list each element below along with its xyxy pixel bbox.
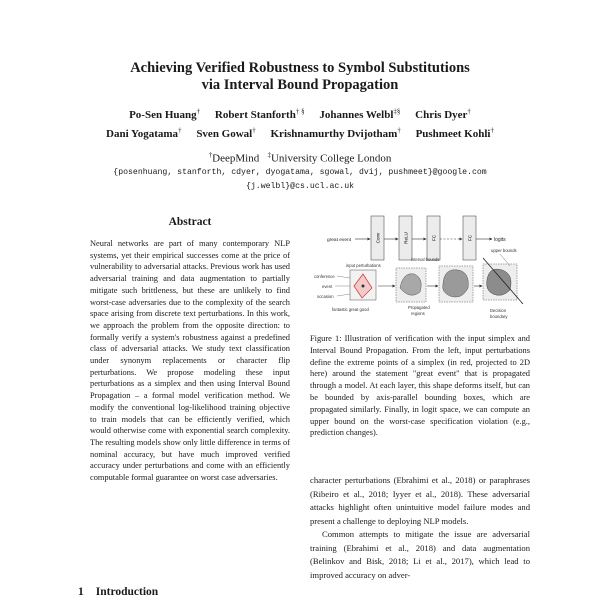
input-point	[362, 285, 365, 288]
layer-label-fc2: FC	[467, 234, 473, 242]
figure-1-diagram	[310, 208, 530, 332]
figure-1-caption	[310, 333, 530, 439]
caption-text: Figure 1: Illustration of verification with the input simplex and Interval Bound Propagation. From the left, input perturbations define the extreme points of a simplex (in red, projected to 2D here) around the statement "great event" that is propagated through a model. At each layer, this shape deforms itself, but can be bounded by axis-parallel bounding boxes, which are propagated similarly. Finally, in logit space, we can compute an upper bound on the worst-case specification violation (e.g., prediction changes).	[310, 334, 530, 438]
label-input-perturbations: input perturbations	[346, 263, 381, 268]
author: Robert Stanforth† §	[214, 107, 305, 121]
section-heading-introduction	[78, 586, 158, 598]
paper-title	[0, 60, 600, 94]
author-row-2	[0, 123, 600, 143]
body-paragraph: Common attempts to mitigate the issue are adversarial training (Ebrahimi et al., 2018) and data augmentation (Belinkov and Bisk, 2018; Li et al., 2017), which lead to improved accuracy on adver-	[310, 529, 530, 580]
abstract-body	[90, 238, 290, 484]
label-propagated-1: Propagated	[408, 305, 430, 310]
body-paragraph: character perturbations (Ebrahimi et al., 2018) or paraphrases (Ribeiro et al., 2018; Iyyer et al., 2018). These adversarial attacks highlight often unintuitive model failure modes and present a challenge to deploying NLP models.	[310, 475, 530, 526]
body-text-right	[310, 474, 530, 582]
layer-label-relu: ReLU	[403, 232, 409, 244]
label-propagated-2: regions	[411, 311, 425, 316]
figure-input-label: great event	[327, 238, 352, 243]
label-interval-bounds: interval bounds	[411, 257, 440, 262]
title-line-2: via Interval Bound Propagation	[201, 77, 399, 93]
word-connector	[337, 294, 350, 296]
author: Sven Gowal†	[196, 126, 256, 141]
author: Po-Sen Huang†	[129, 107, 201, 121]
affiliation-deepmind: DeepMind	[212, 152, 260, 165]
label-decision-1: Decision	[490, 308, 507, 313]
label-upper-bounds: upper bounds	[491, 248, 517, 253]
label-word-occasion: occasion	[317, 294, 334, 299]
email-line-2: {j.welbl}@cs.ucl.ac.uk	[245, 182, 355, 191]
label-bottom-input: fantastic great good	[332, 307, 369, 312]
author: Pushmeet Kohli†	[415, 126, 494, 141]
word-connector	[337, 276, 350, 278]
email-line-1: {posenhuang, stanforth, cdyer, dyogatama, sgowal, dvij, pushmeet}@google.com	[113, 168, 487, 177]
section-title: Introduction	[95, 586, 159, 598]
label-word-conference: conference	[314, 274, 335, 279]
affiliation-ucl: University College London	[270, 152, 392, 165]
section-number: 1	[78, 586, 84, 598]
author-list	[0, 103, 600, 142]
author: Dani Yogatama†	[106, 126, 182, 141]
propagated-region-2	[443, 270, 469, 297]
author-row-1	[0, 103, 600, 123]
figure-output-label: logits	[494, 237, 506, 243]
logit-region	[487, 269, 511, 295]
abstract-heading: Abstract	[168, 216, 212, 228]
label-word-event: event	[322, 284, 333, 289]
email-block	[0, 166, 600, 194]
layer-label-conv: Conv	[375, 232, 381, 244]
title-line-1: Achieving Verified Robustness to Symbol Substitutions	[130, 60, 470, 76]
label-decision-2: boundary	[490, 314, 508, 319]
affiliations: †DeepMind ‡University College London	[208, 151, 392, 165]
author: Krishnamurthy Dvijotham†	[270, 126, 401, 141]
author: Chris Dyer†	[415, 107, 471, 121]
author: Johannes Welbl‡§	[319, 107, 401, 121]
abstract-text: Neural networks are part of many contemporary NLP systems, yet their empirical successes come at the price of vulnerability to adversarial attacks. Previous work has used adversarial training and data augmentation to partially mitigate such brittleness, but these are unlikely to find worst-case adversaries due to the complexity of the search space arising from discrete text perturbations. In this work, we approach the problem from the opposite direction: to formally verify a system's robustness against a predefined class of adversarial attacks. We study text classification under synonym replacements or character flip perturbations. We propose modeling these input perturbations as a simplex and then using Interval Bound Propagation – a formal model verification method. We modify the conventional log-likelihood training objective to train models that can be efficiently verified, which would otherwise come with exponential search complexity. The resulting models show only little difference in terms of nominal accuracy, but have much improved verified accuracy under perturbations and come with an efficiently computable formal guarantee on worst case adversaries.	[90, 239, 290, 483]
layer-label-fc1: FC	[431, 234, 437, 242]
figure-1	[310, 208, 530, 332]
